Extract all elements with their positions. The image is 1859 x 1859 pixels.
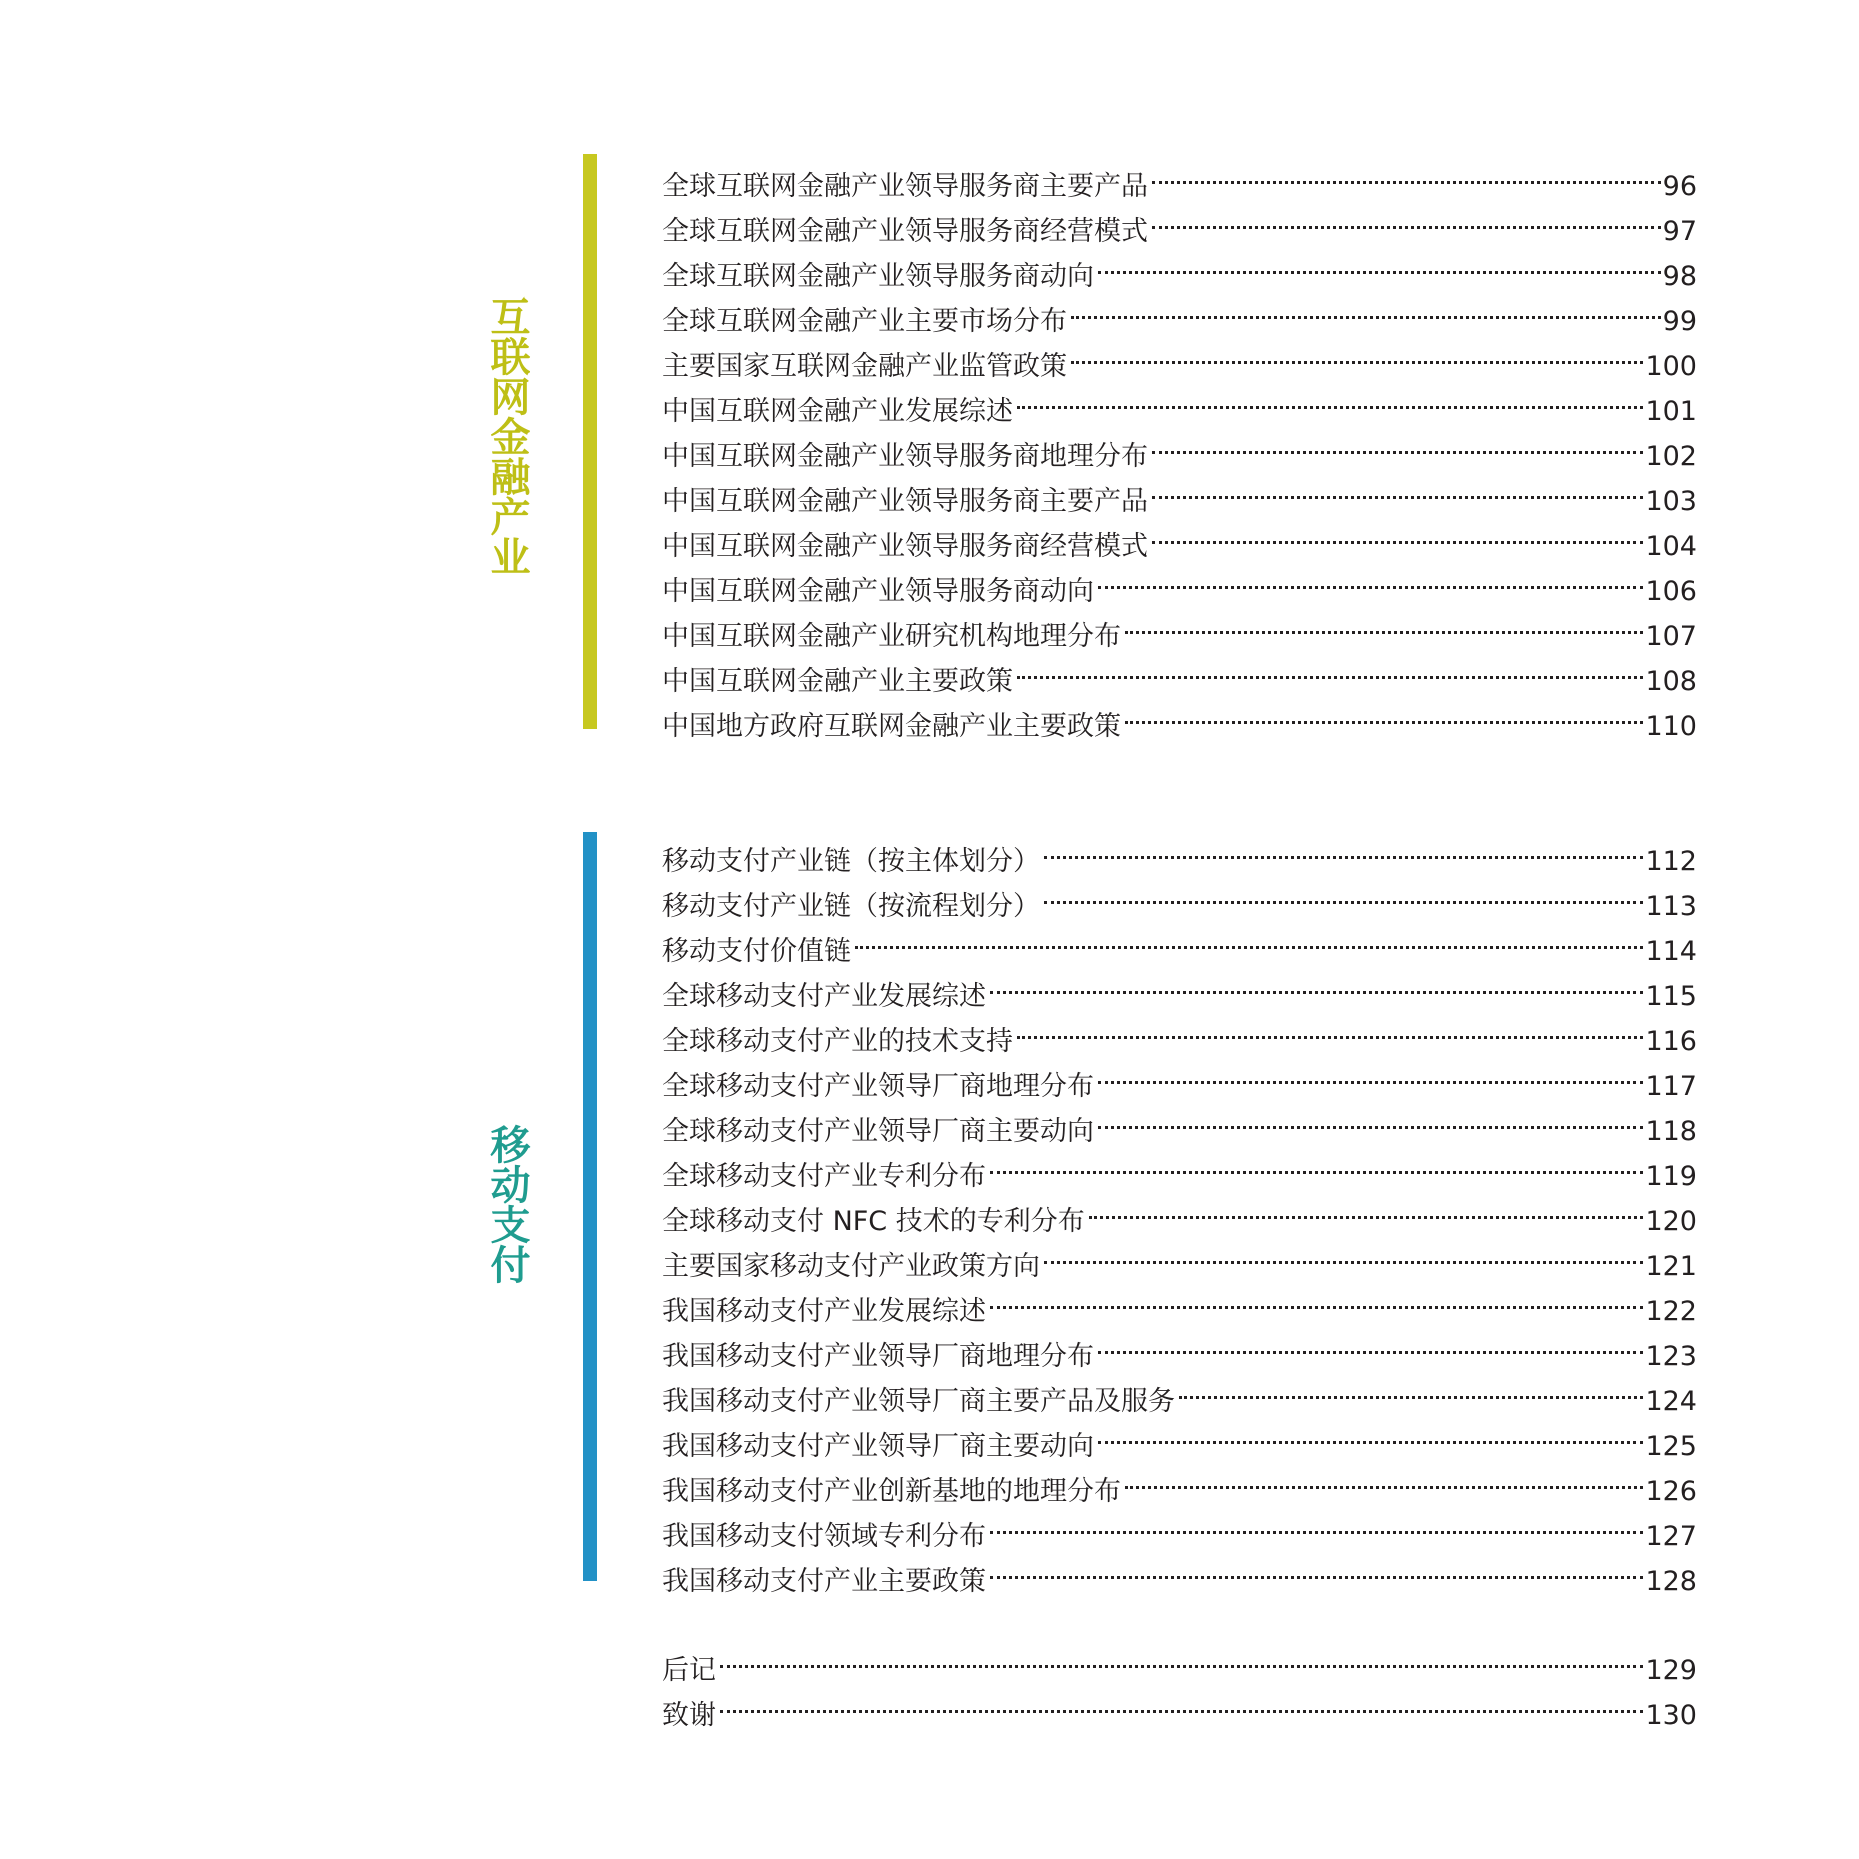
toc-dot-leader xyxy=(1098,240,1661,285)
toc-dot-leader xyxy=(1044,1230,1643,1275)
toc-entry-label: 主要国家移动支付产业政策方向 xyxy=(662,1251,1040,1282)
toc-page-number: 115 xyxy=(1645,981,1697,1012)
toc-list-internet-finance xyxy=(662,150,1697,742)
toc-entry-label: 致谢 xyxy=(662,1700,716,1731)
toc-dot-leader xyxy=(1098,1410,1643,1455)
section-bar-mobile-payment xyxy=(583,832,597,1581)
toc-dot-leader xyxy=(1044,825,1643,870)
toc-dot-leader xyxy=(1098,1050,1643,1095)
toc-entry-label: 全球互联网金融产业领导服务商经营模式 xyxy=(662,216,1148,247)
toc-dot-leader xyxy=(990,960,1643,1005)
toc-page-number: 97 xyxy=(1662,216,1697,247)
toc-page-number: 128 xyxy=(1645,1566,1697,1597)
toc-entry-label: 移动支付价值链 xyxy=(662,936,851,967)
toc-page-number: 108 xyxy=(1645,666,1697,697)
toc-entry-label: 我国移动支付领域专利分布 xyxy=(662,1521,986,1552)
toc-entry[interactable] xyxy=(662,150,1697,202)
toc-entry[interactable] xyxy=(662,1679,1697,1731)
toc-page-number: 125 xyxy=(1645,1431,1697,1462)
toc-dot-leader xyxy=(990,1545,1643,1590)
toc-dot-leader xyxy=(990,1140,1643,1185)
toc-entry-label: 中国互联网金融产业领导服务商地理分布 xyxy=(662,441,1148,472)
toc-page-number: 114 xyxy=(1645,936,1697,967)
toc-list-appendix xyxy=(662,1634,1697,1731)
toc-page-number: 120 xyxy=(1645,1206,1697,1237)
toc-dot-leader xyxy=(1044,870,1643,915)
toc-dot-leader xyxy=(1152,510,1643,555)
toc-entry-label: 中国互联网金融产业领导服务商主要产品 xyxy=(662,486,1148,517)
toc-page-number: 124 xyxy=(1645,1386,1697,1417)
toc-entry-label: 我国移动支付产业领导厂商主要产品及服务 xyxy=(662,1386,1175,1417)
toc-entry-label: 移动支付产业链（按主体划分） xyxy=(662,846,1040,877)
toc-entry-label: 全球移动支付产业领导厂商主要动向 xyxy=(662,1116,1094,1147)
toc-entry-label: 中国互联网金融产业发展综述 xyxy=(662,396,1013,427)
toc-page-number: 126 xyxy=(1645,1476,1697,1507)
toc-dot-leader xyxy=(1017,1005,1643,1050)
toc-entry-label: 我国移动支付产业领导厂商主要动向 xyxy=(662,1431,1094,1462)
toc-dot-leader xyxy=(1125,600,1643,645)
toc-entry-label: 移动支付产业链（按流程划分） xyxy=(662,891,1040,922)
toc-entry[interactable] xyxy=(662,825,1697,877)
toc-dot-leader xyxy=(855,915,1643,960)
section-title-mobile-payment: 移动支付 xyxy=(484,1124,530,1284)
toc-page-number: 112 xyxy=(1645,846,1697,877)
toc-dot-leader xyxy=(1071,330,1643,375)
toc-page-number: 113 xyxy=(1645,891,1697,922)
toc-page-number: 107 xyxy=(1645,621,1697,652)
toc-dot-leader xyxy=(990,1500,1643,1545)
toc-dot-leader xyxy=(1152,465,1643,510)
toc-entry-label: 中国地方政府互联网金融产业主要政策 xyxy=(662,711,1121,742)
toc-page-number: 110 xyxy=(1645,711,1697,742)
toc-page-number: 99 xyxy=(1662,306,1697,337)
section-title-internet-finance: 互联网金融产业 xyxy=(484,296,530,576)
toc-entry-label: 中国互联网金融产业研究机构地理分布 xyxy=(662,621,1121,652)
toc-entry-label: 后记 xyxy=(662,1655,716,1686)
toc-entry-label: 我国移动支付产业创新基地的地理分布 xyxy=(662,1476,1121,1507)
toc-page-number: 100 xyxy=(1645,351,1697,382)
toc-entry-label: 中国互联网金融产业领导服务商动向 xyxy=(662,576,1094,607)
toc-entry[interactable] xyxy=(662,1634,1697,1686)
toc-dot-leader xyxy=(1152,420,1643,465)
toc-entry-label: 主要国家互联网金融产业监管政策 xyxy=(662,351,1067,382)
toc-dot-leader xyxy=(1098,555,1643,600)
toc-dot-leader xyxy=(720,1634,1643,1679)
toc-entry-label: 全球移动支付产业领导厂商地理分布 xyxy=(662,1071,1094,1102)
toc-page-number: 106 xyxy=(1645,576,1697,607)
toc-dot-leader xyxy=(1125,1455,1643,1500)
toc-entry-label: 全球互联网金融产业主要市场分布 xyxy=(662,306,1067,337)
toc-page-number: 122 xyxy=(1645,1296,1697,1327)
toc-dot-leader xyxy=(1098,1320,1643,1365)
toc-dot-leader xyxy=(1125,690,1643,735)
toc-dot-leader xyxy=(1098,1095,1643,1140)
toc-dot-leader xyxy=(1071,285,1661,330)
toc-page-number: 102 xyxy=(1645,441,1697,472)
toc-page-number: 130 xyxy=(1645,1700,1697,1731)
toc-entry-label: 我国移动支付产业领导厂商地理分布 xyxy=(662,1341,1094,1372)
toc-page-number: 116 xyxy=(1645,1026,1697,1057)
toc-page-number: 103 xyxy=(1645,486,1697,517)
toc-dot-leader xyxy=(720,1679,1643,1724)
toc-page-number: 123 xyxy=(1645,1341,1697,1372)
toc-page-number: 101 xyxy=(1645,396,1697,427)
toc-page-number: 129 xyxy=(1645,1655,1697,1686)
toc-entry-label: 中国互联网金融产业主要政策 xyxy=(662,666,1013,697)
toc-entry-label: 全球移动支付 NFC 技术的专利分布 xyxy=(662,1206,1085,1237)
toc-page-number: 118 xyxy=(1645,1116,1697,1147)
toc-dot-leader xyxy=(1089,1185,1644,1230)
toc-dot-leader xyxy=(990,1275,1643,1320)
toc-entry-label: 我国移动支付产业发展综述 xyxy=(662,1296,986,1327)
toc-page-number: 117 xyxy=(1645,1071,1697,1102)
toc-dot-leader xyxy=(1017,375,1643,420)
toc-page-number: 119 xyxy=(1645,1161,1697,1192)
toc-entry-label: 全球互联网金融产业领导服务商主要产品 xyxy=(662,171,1148,202)
toc-page-number: 127 xyxy=(1645,1521,1697,1552)
toc-dot-leader xyxy=(1179,1365,1643,1410)
toc-entry-label: 我国移动支付产业主要政策 xyxy=(662,1566,986,1597)
toc-dot-leader xyxy=(1152,150,1661,195)
toc-dot-leader xyxy=(1152,195,1661,240)
toc-entry-label: 全球互联网金融产业领导服务商动向 xyxy=(662,261,1094,292)
toc-entry-label: 全球移动支付产业的技术支持 xyxy=(662,1026,1013,1057)
toc-page-number: 104 xyxy=(1645,531,1697,562)
toc-entry-label: 中国互联网金融产业领导服务商经营模式 xyxy=(662,531,1148,562)
toc-dot-leader xyxy=(1017,645,1643,690)
toc-entry-label: 全球移动支付产业发展综述 xyxy=(662,981,986,1012)
toc-list-mobile-payment xyxy=(662,825,1697,1597)
section-bar-internet-finance xyxy=(583,154,597,729)
toc-page-number: 98 xyxy=(1662,261,1697,292)
toc-page-number: 96 xyxy=(1662,171,1697,202)
toc-page-number: 121 xyxy=(1645,1251,1697,1282)
toc-entry-label: 全球移动支付产业专利分布 xyxy=(662,1161,986,1192)
